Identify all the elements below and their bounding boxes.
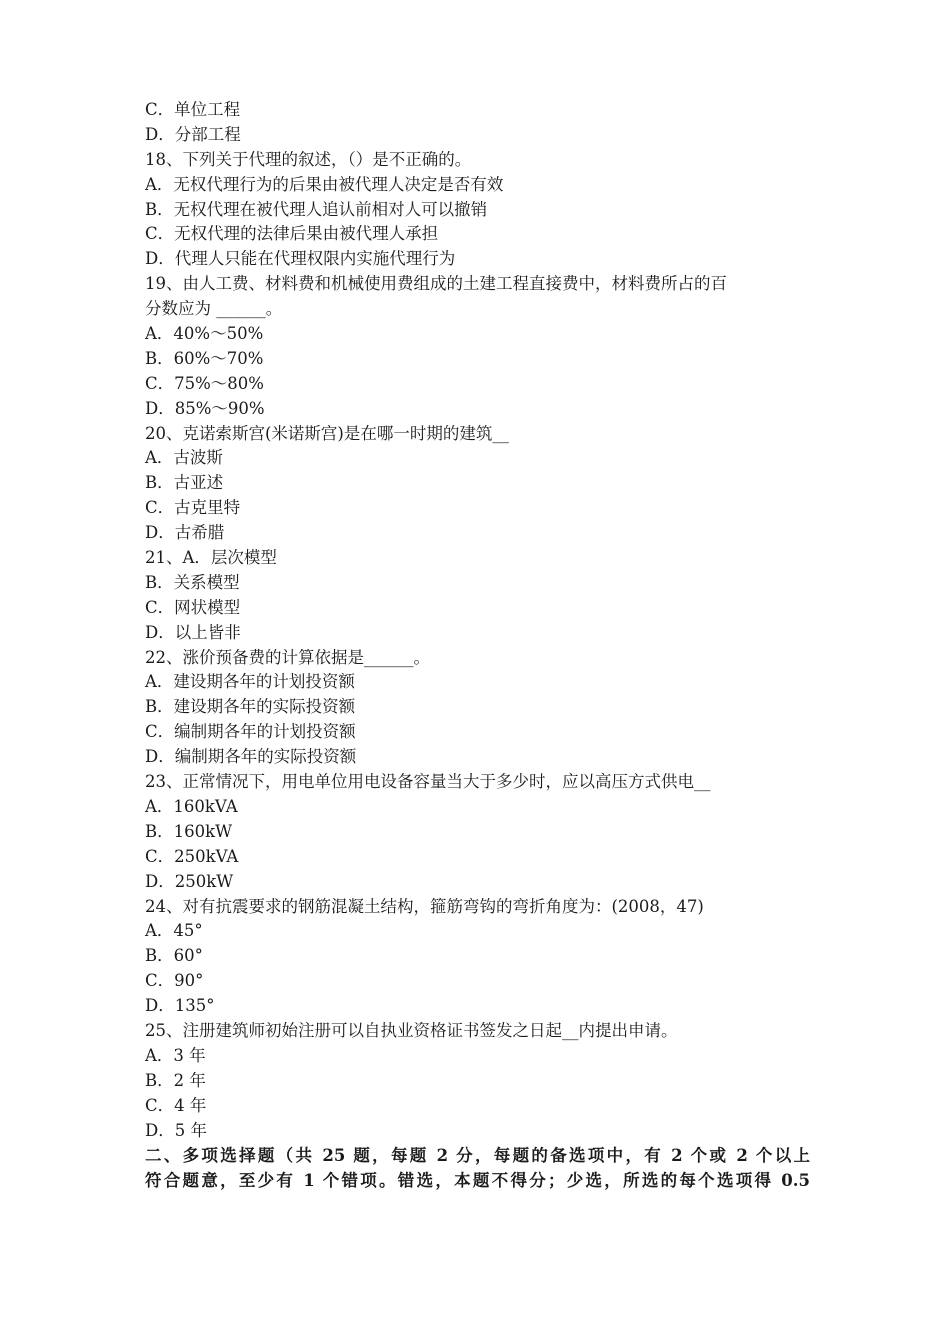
text-line: C．4 年 [145,1095,207,1115]
text-line: B．160kW [145,821,233,841]
text-line: 20、克诺索斯宫(米诺斯宫)是在哪一时期的建筑__ [145,423,509,443]
text-line: 21、A．层次模型 [145,548,277,568]
text-line: C．75%～80% [145,373,264,393]
text-line: B．60° [145,946,203,966]
text-line: 18、下列关于代理的叙述，（）是不正确的。 [145,149,472,169]
text-line: A．40%～50% [145,324,264,344]
text-line: D．135° [145,996,215,1016]
text-line: C．90° [145,971,204,991]
text-line: D．分部工程 [145,124,241,144]
question-list [145,98,810,1143]
text-line: C．单位工程 [145,100,241,119]
text-line: A．建设期各年的计划投资额 [145,672,355,692]
text-line: D．85%～90% [145,398,265,418]
text-line: B．建设期各年的实际投资额 [145,697,356,717]
text-line: D．代理人只能在代理权限内实施代理行为 [145,249,456,269]
text-line: D．古希腊 [145,523,225,543]
text-line: A．160kVA [145,796,238,816]
text-line: B．60%～70% [145,348,264,368]
text-line: D．以上皆非 [145,622,241,642]
section-heading-line: 二、多项选择题（共 25 题，每题 2 分，每题的备选项中，有 2 个或 2 个以上 [145,1146,810,1166]
text-line: B．无权代理在被代理人追认前相对人可以撤销 [145,199,488,219]
text-line: B．2 年 [145,1070,206,1090]
text-line: 分数应为 ______。 [145,299,283,319]
text-line: A．古波斯 [145,448,223,468]
text-line: C．古克里特 [145,498,241,518]
section-heading [145,1143,810,1193]
text-line: A．3 年 [145,1045,206,1065]
text-line: B．古亚述 [145,473,224,493]
text-line: 25、注册建筑师初始注册可以自执业资格证书签发之日起__内提出申请。 [145,1020,678,1040]
text-line: C．网状模型 [145,597,241,617]
text-line: D．250kW [145,871,234,891]
text-line: C．编制期各年的计划投资额 [145,722,356,742]
text-line: 19、由人工费、材料费和机械使用费组成的土建工程直接费中，材料费所占的百 [145,274,727,294]
section-heading-line: 符合题意，至少有 1 个错项。错选，本题不得分；少选，所选的每个选项得 0.5 [145,1171,810,1191]
text-line: A．无权代理行为的后果由被代理人决定是否有效 [145,174,504,194]
text-line: 22、涨价预备费的计算依据是______。 [145,647,430,667]
text-line: C．250kVA [145,846,239,866]
text-line: D．5 年 [145,1120,207,1140]
text-line: D．编制期各年的实际投资额 [145,747,357,767]
text-line: B．关系模型 [145,572,240,592]
document-page [145,98,810,1193]
text-line: A．45° [145,921,203,941]
text-line: 24、对有抗震要求的钢筋混凝土结构，箍筋弯钩的弯折角度为：(2008，47) [145,896,704,916]
text-line: 23、正常情况下，用电单位用电设备容量当大于多少时，应以高压方式供电__ [145,772,711,792]
text-line: C．无权代理的法律后果由被代理人承担 [145,224,439,244]
